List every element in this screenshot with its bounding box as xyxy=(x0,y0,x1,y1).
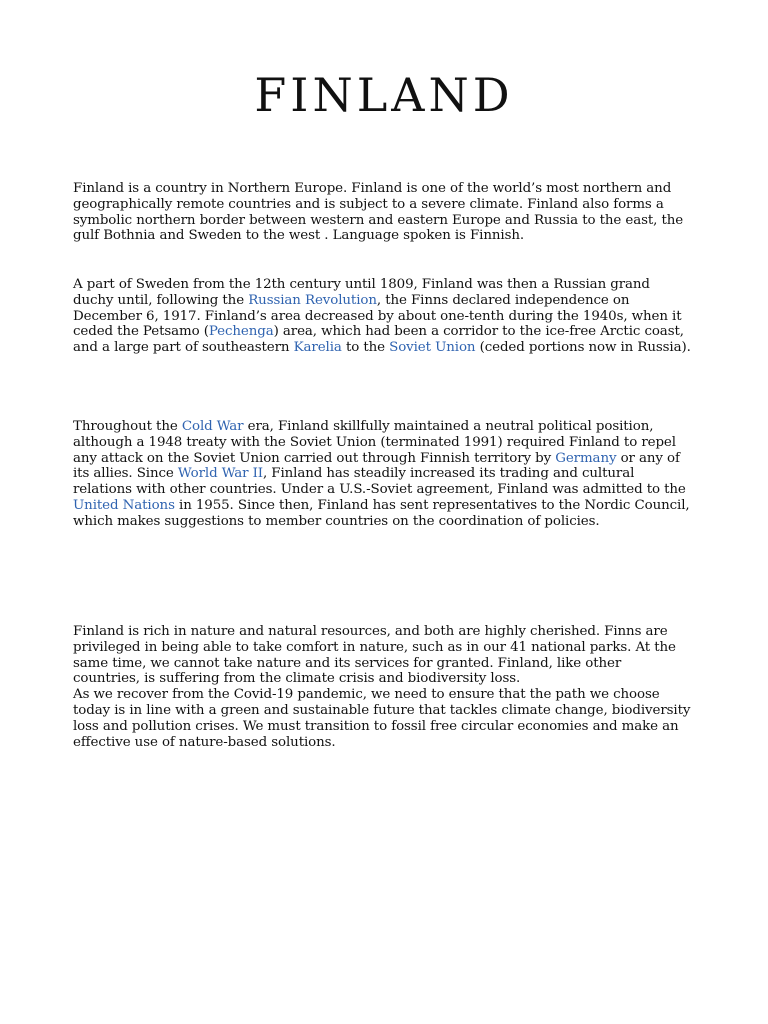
paragraph-cold-war-text-2: era, Finland skillfully maintained a neutral political position, although a 1948 treaty with the Soviet Union (terminated 1991) required Finland to repel any attack on the Soviet Union carried out through Finnish territory by xyxy=(73,419,676,466)
paragraph-nature xyxy=(73,624,691,750)
link-soviet-union[interactable]: Soviet Union xyxy=(389,340,476,356)
paragraph-intro xyxy=(73,181,691,244)
link-germany[interactable]: Germany xyxy=(555,450,617,466)
paragraph-intro-text: Finland is a country in Northern Europe. Finland is one of the world’s most northern and geographically remote countries and is subject to a severe climate. Finland also forms a symbolic northern border between western and eastern Europe and Russia to the east, the gulf Bothnia and Sweden to the west . Language spoken is Finnish. xyxy=(73,181,684,244)
paragraph-cold-war-text-5: in 1955. Since then, Finland has sent representatives to the Nordic Council, which makes suggestions to member countries on the coordination of policies. xyxy=(73,497,690,529)
paragraph-history-text-3: ) area, which had been a corridor to the ice-free Arctic coast, and a large part of southeastern xyxy=(73,324,684,356)
link-karelia[interactable]: Karelia xyxy=(293,340,342,356)
paragraph-cold-war-text-1: Throughout the xyxy=(73,419,182,434)
paragraph-history-text-2: , the Finns declared independence on December 6, 1917. Finland’s area decreased by about one-tenth during the 1940s, when it ceded the Petsamo ( xyxy=(73,292,682,340)
paragraph-history-text-1: A part of Sweden from the 12th century until 1809, Finland was then a Russian grand duchy until, following the xyxy=(73,277,650,308)
paragraph-cold-war xyxy=(73,419,691,530)
link-pechenga[interactable]: Pechenga xyxy=(208,324,274,340)
link-russian-revolution[interactable]: Russian Revolution xyxy=(248,292,377,308)
link-world-war-ii[interactable]: World War II xyxy=(177,466,263,482)
link-united-nations[interactable]: United Nations xyxy=(73,497,175,513)
link-cold-war[interactable]: Cold War xyxy=(181,419,244,434)
paragraph-nature-text-1: Finland is rich in nature and natural resources, and both are highly cherished. Finns are privileged in being able to take comfort in nature, such as in our 41 national parks. At the same time, we cannot take nature and its services for granted. Finland, like other countries, is suffering from the climate crisis and biodiversity loss. xyxy=(73,624,676,687)
paragraph-nature-text-2: As we recover from the Covid-19 pandemic, we need to ensure that the path we choose today is in line with a green and sustainable future that tackles climate change, biodiversity loss and pollution crises. We must transition to fossil free circular economies and make an effective use of nature-based solutions. xyxy=(73,687,691,750)
paragraph-cold-war-text-4: , Finland has steadily increased its trading and cultural relations with other countries. Under a U.S.-Soviet agreement, Finland was admitted to the xyxy=(73,466,686,498)
paragraph-history-text-4: to the xyxy=(341,340,390,356)
paragraph-history xyxy=(73,277,691,356)
paragraph-cold-war-text-3: or any of its allies. Since xyxy=(73,450,680,482)
paragraph-history-text-5: (ceded portions now in Russia). xyxy=(475,340,691,356)
page-title: FINLAND xyxy=(254,68,514,122)
